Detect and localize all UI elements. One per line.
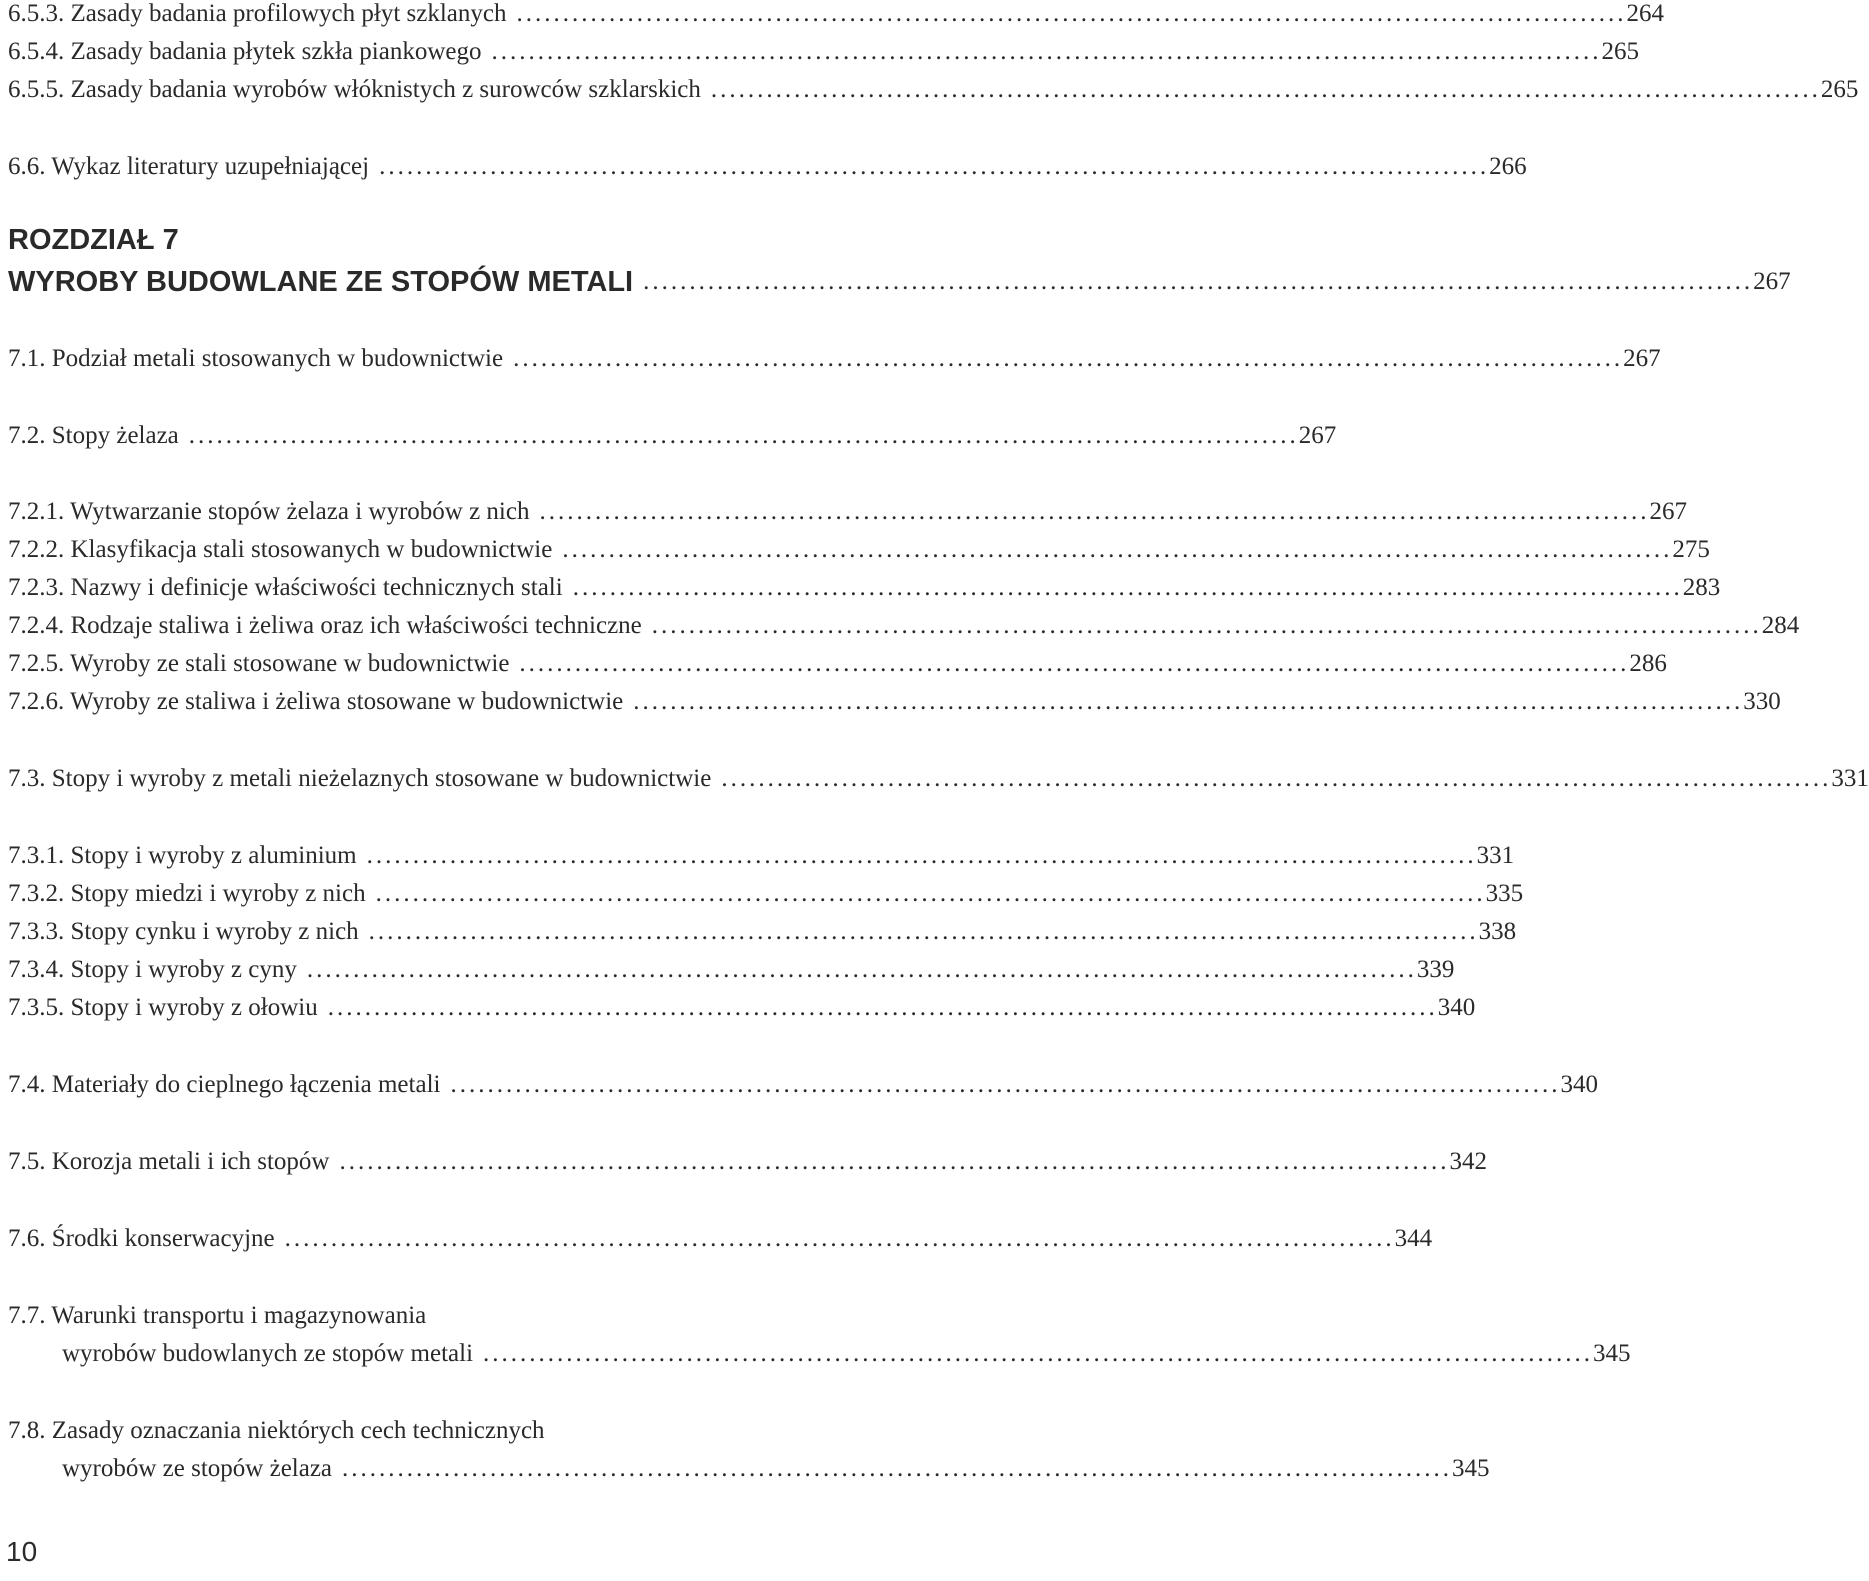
toc-entry-label: 7.1. Podział metali stosowanych w budownictwie <box>8 345 504 372</box>
toc-entry-label: 7.3.2. Stopy miedzi i wyroby z nich <box>8 880 366 907</box>
leader-dots: ........................................................................................................................ <box>562 536 1673 563</box>
toc-entry-page: 338 <box>1478 918 1517 945</box>
toc-entry-label: 7.3.3. Stopy cynku i wyroby z nich <box>8 918 359 945</box>
leader-dots: ........................................................................................................................ <box>327 994 1438 1021</box>
toc-entry-page: 284 <box>1761 612 1800 639</box>
leader-dots: ........................................................................................................................ <box>368 918 1479 945</box>
toc-entry-7-2-3 <box>8 568 1721 608</box>
toc-entry-label: 7.2.3. Nazwy i definicje właściwości technicznych stali <box>8 574 563 601</box>
toc-entry-6-5-3 <box>8 0 1664 34</box>
leader-dots: ........................................................................................................................ <box>284 1225 1395 1252</box>
toc-entry-7-2-6 <box>8 682 1781 722</box>
toc-entry-page: 342 <box>1449 1148 1487 1175</box>
toc-entry-7-3-3 <box>8 912 1517 952</box>
toc-entry-page: 340 <box>1560 1071 1598 1098</box>
toc-entry-label: 7.2.4. Rodzaje staliwa i żeliwa oraz ich właściwości techniczne <box>8 612 642 639</box>
toc-entry-page: 264 <box>1626 0 1664 27</box>
leader-dots: ........................................................................................................................ <box>651 612 1762 639</box>
toc-entry-6-5-5 <box>8 70 1859 110</box>
toc-entry-label: 7.3.4. Stopy i wyroby z cyny <box>8 956 297 983</box>
toc-entry-label: wyrobów ze stopów żelaza <box>62 1455 333 1482</box>
toc-entry-label: 7.5. Korozja metali i ich stopów <box>8 1148 330 1175</box>
toc-entry-page: 340 <box>1437 994 1476 1021</box>
leader-dots: ........................................................................................................................ <box>710 76 1821 103</box>
toc-entry-label: 6.5.5. Zasady badania wyrobów włóknistych z surowców szklarskich <box>8 76 701 103</box>
toc-entry-page: 267 <box>1623 345 1661 372</box>
toc-entry-page: 286 <box>1629 650 1667 677</box>
toc-entry-label: 7.2.1. Wytwarzanie stopów żelaza i wyrobów z nich <box>8 498 530 525</box>
toc-entry-page: 267 <box>1753 268 1791 295</box>
toc-entry-label: wyrobów budowlanych ze stopów metali <box>62 1340 474 1367</box>
toc-entry-page: 331 <box>1831 765 1869 792</box>
toc-entry-label: 6.5.3. Zasady badania profilowych płyt szklanych <box>8 0 507 27</box>
toc-entry-7-8-line1: 7.8. Zasady oznaczania niektórych cech technicznych <box>8 1417 545 1444</box>
toc-entry-label: 7.3.1. Stopy i wyroby z aluminium <box>8 842 357 869</box>
toc-entry-page: 335 <box>1485 880 1524 907</box>
toc-entry-7-3-4 <box>8 950 1455 990</box>
toc-entry-label: 6.5.4. Zasady badania płytek szkła piankowego <box>8 38 482 65</box>
toc-entry-label: 7.2.5. Wyroby ze stali stosowane w budownictwie <box>8 650 510 677</box>
leader-dots: ........................................................................................................................ <box>643 268 1754 295</box>
toc-entry-7-3-1 <box>8 836 1515 876</box>
leader-dots: ........................................................................................................................ <box>188 422 1299 449</box>
toc-entry-7-3-2 <box>8 874 1524 914</box>
toc-entry-label: 7.3.5. Stopy i wyroby z ołowiu <box>8 994 318 1021</box>
leader-dots: ........................................................................................................................ <box>516 0 1627 27</box>
leader-dots: ........................................................................................................................ <box>539 498 1650 525</box>
toc-entry-7-3 <box>8 759 1869 799</box>
toc-entry-page: 345 <box>1452 1455 1490 1482</box>
toc-entry-7-8-line2 <box>62 1449 1490 1489</box>
leader-dots: ........................................................................................................................ <box>342 1455 1453 1482</box>
toc-entry-page: 344 <box>1394 1225 1433 1252</box>
toc-entry-7-1 <box>8 339 1661 379</box>
toc-entry-page: 266 <box>1489 153 1527 180</box>
chapter-heading: ROZDZIAŁ 7 <box>8 223 179 256</box>
leader-dots: ........................................................................................................................ <box>339 1148 1450 1175</box>
toc-entry-7-3-5 <box>8 988 1476 1028</box>
leader-dots: ........................................................................................................................ <box>306 956 1417 983</box>
toc-entry-page: 265 <box>1601 38 1639 65</box>
toc-entry-label: 6.6. Wykaz literatury uzupełniającej <box>8 153 370 180</box>
leader-dots: ........................................................................................................................ <box>483 1340 1594 1367</box>
toc-entry-7-2-5 <box>8 644 1667 684</box>
toc-entry-7-2 <box>8 416 1337 456</box>
toc-entry-page: 283 <box>1682 574 1721 601</box>
toc-entry-7-4 <box>8 1065 1598 1105</box>
leader-dots: ........................................................................................................................ <box>491 38 1602 65</box>
leader-dots: ........................................................................................................................ <box>721 765 1832 792</box>
toc-entry-7-2-2 <box>8 530 1710 570</box>
toc-entry-page: 339 <box>1416 956 1455 983</box>
toc-entry-7-5 <box>8 1142 1487 1182</box>
toc-entry-7-2-4 <box>8 606 1800 646</box>
toc-entry-page: 275 <box>1672 536 1710 563</box>
toc-entry-6-6 <box>8 147 1527 187</box>
toc-entry-label: 7.6. Środki konserwacyjne <box>8 1225 275 1252</box>
leader-dots: ........................................................................................................................ <box>633 688 1744 715</box>
toc-entry-page: 345 <box>1593 1340 1631 1367</box>
toc-entry-page: 267 <box>1649 498 1687 525</box>
leader-dots: ........................................................................................................................ <box>366 842 1477 869</box>
leader-dots: ........................................................................................................................ <box>379 153 1490 180</box>
toc-entry-label: 7.4. Materiały do cieplnego łączenia metali <box>8 1071 441 1098</box>
leader-dots: ........................................................................................................................ <box>572 574 1683 601</box>
chapter-title: WYROBY BUDOWLANE ZE STOPÓW METALI <box>8 265 634 298</box>
chapter-title-entry <box>8 262 1791 302</box>
toc-entry-page: 267 <box>1298 422 1337 449</box>
toc-entry-7-2-1 <box>8 492 1687 532</box>
page-number: 10 <box>6 1536 38 1567</box>
leader-dots: ........................................................................................................................ <box>450 1071 1561 1098</box>
toc-entry-label: 7.2.6. Wyroby ze staliwa i żeliwa stosowane w budownictwie <box>8 688 624 715</box>
leader-dots: ........................................................................................................................ <box>513 345 1624 372</box>
leader-dots: ........................................................................................................................ <box>375 880 1486 907</box>
leader-dots: ........................................................................................................................ <box>519 650 1630 677</box>
toc-entry-page: 265 <box>1820 76 1859 103</box>
toc-entry-label: 7.2.2. Klasyfikacja stali stosowanych w budownictwie <box>8 536 553 563</box>
toc-entry-7-7-line1: 7.7. Warunki transportu i magazynowania <box>8 1302 427 1329</box>
toc-entry-6-5-4 <box>8 32 1639 72</box>
toc-entry-label: 7.2. Stopy żelaza <box>8 422 179 449</box>
toc-entry-page: 330 <box>1743 688 1781 715</box>
toc-entry-7-7-line2 <box>62 1334 1631 1374</box>
toc-entry-label: 7.3. Stopy i wyroby z metali nieżelaznych stosowane w budownictwie <box>8 765 712 792</box>
toc-entry-7-6 <box>8 1219 1433 1259</box>
toc-entry-page: 331 <box>1476 842 1515 869</box>
